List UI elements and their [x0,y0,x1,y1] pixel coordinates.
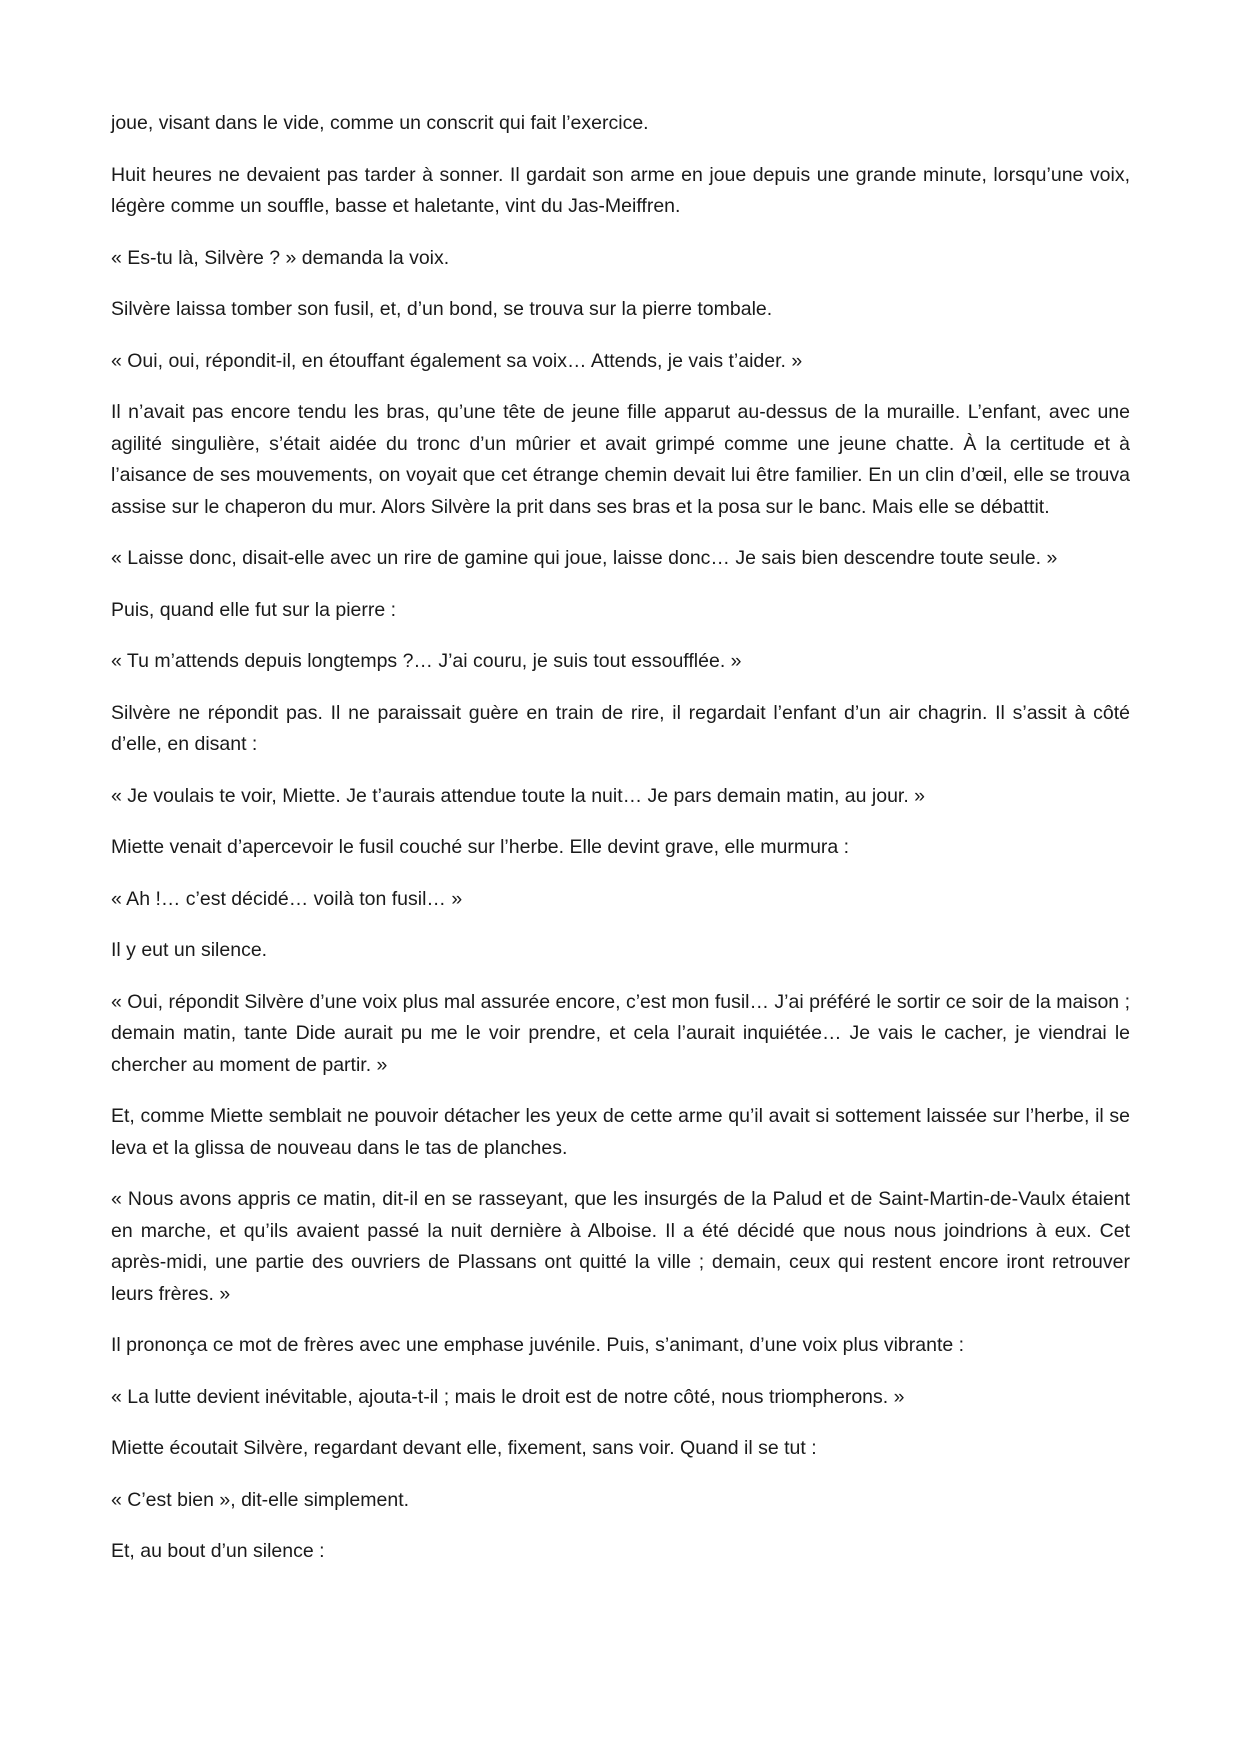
paragraph: « C’est bien », dit-elle simplement. [111,1488,410,1511]
paragraph: « Ah !… c’est décidé… voilà ton fusil… » [111,887,463,910]
paragraph: « Oui, répondit Silvère d’une voix plus mal assurée encore, c’est mon fusil… J’ai préféré le sortir ce soir de la maison ; demain matin, tante Dide aurait pu me le voir prendre, et cela l’aurait inquiétée… Je vais le cacher, je viendrai le chercher au moment de partir. » [111,990,1130,1076]
paragraph: « Laisse donc, disait-elle avec un rire de gamine qui joue, laisse donc… Je sais bien descendre toute seule. » [111,547,1058,569]
paragraph: Silvère laissa tomber son fusil, et, d’un bond, se trouva sur la pierre tombale. [111,298,773,320]
paragraph: Il n’avait pas encore tendu les bras, qu’une tête de jeune fille apparut au-dessus de la muraille. L’enfant, avec une agilité singulière, s’était aidée du tronc d’un mûrier et avait grimpé comme une jeune chatte. À la certitude et à l’aisance de ses mouvements, on voyait que cet étrange chemin devait lui être familier. En un clin d’œil, elle se trouva assise sur le chaperon du mur. Alors Silvère la prit dans ses bras et la posa sur le banc. Mais elle se débattit. [111,401,1130,518]
paragraph: Miette venait d’apercevoir le fusil couché sur l’herbe. Elle devint grave, elle murmura : [111,836,850,858]
paragraph: « Nous avons appris ce matin, dit-il en se rasseyant, que les insurgés de la Palud et de Saint-Martin-de-Vaulx étaient en marche, et qu’ils avaient passé la nuit dernière à Alboise. Il a été décidé que nous nous joindrions à eux. Cet après-midi, une partie des ouvriers de Plassans ont quitté la ville ; demain, ceux qui restent encore iront retrouver leurs frères. » [111,1188,1130,1305]
paragraph: Et, comme Miette semblait ne pouvoir détacher les yeux de cette arme qu’il avait si sottement laissée sur l’herbe, il se leva et la glissa de nouveau dans le tas de planches. [111,1105,1130,1159]
paragraph: Il y eut un silence. [111,939,268,961]
paragraph: Et, au bout d’un silence : [111,1540,325,1562]
paragraph: Puis, quand elle fut sur la pierre : [111,598,397,621]
paragraph: « La lutte devient inévitable, ajouta-t-il ; mais le droit est de notre côté, nous triompherons. » [111,1385,905,1408]
paragraph: « Es-tu là, Silvère ? » demanda la voix. [111,246,450,269]
paragraph: Silvère ne répondit pas. Il ne paraissait guère en train de rire, il regardait l’enfant d’un air chagrin. Il s’assit à côté d’elle, en disant : [111,701,1130,755]
paragraph: joue, visant dans le vide, comme un conscrit qui fait l’exercice. [111,112,649,134]
document-page [111,108,1130,1588]
paragraph: « Tu m’attends depuis longtemps ?… J’ai couru, je suis tout essoufflée. » [111,650,742,672]
paragraph: « Je voulais te voir, Miette. Je t’aurais attendue toute la nuit… Je pars demain matin, au jour. » [111,784,926,807]
paragraph: Miette écoutait Silvère, regardant devant elle, fixement, sans voir. Quand il se tut : [111,1437,817,1459]
paragraph: Il prononça ce mot de frères avec une emphase juvénile. Puis, s’animant, d’une voix plus vibrante : [111,1334,965,1356]
paragraph: « Oui, oui, répondit-il, en étouffant également sa voix… Attends, je vais t’aider. » [111,349,803,372]
paragraph: Huit heures ne devaient pas tarder à sonner. Il gardait son arme en joue depuis une grande minute, lorsqu’une voix, légère comme un souffle, basse et haletante, vint du Jas-Meiffren. [111,163,1130,217]
